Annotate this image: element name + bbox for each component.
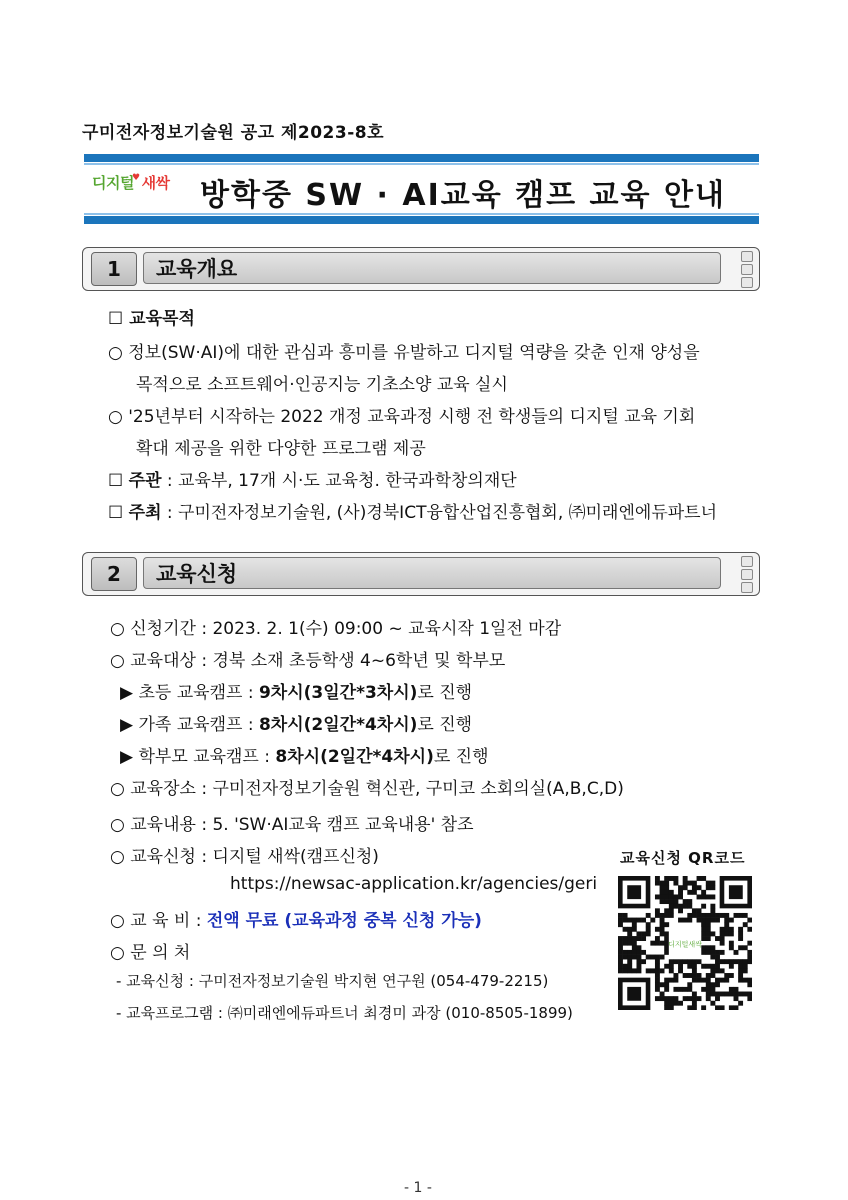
section-1-scroll-icon [741,251,753,290]
contact-heading: ○ 문 의 처 [110,943,191,963]
qr-label: 교육신청 QR코드 [620,849,746,867]
content: ○ 교육내용 : 5. 'SW·AI교육 캠프 교육내용' 참조 [110,815,474,835]
apply-period: ○ 신청기간 : 2023. 2. 1(수) 09:00 ~ 교육시작 1일전 마감 [110,619,562,639]
purpose-item-1: ○ 정보(SW·AI)에 대한 관심과 흥미를 유발하고 디지털 역량을 갖춘 인재 양성을 [108,343,700,363]
title-bar-top-thin [84,163,759,165]
section-2-scroll-icon [741,556,753,595]
digital-sprout-logo: 디지털♥ 새싹 [92,173,170,192]
section-2-title: 교육신청 [143,557,721,589]
organizer-line: ☐ 주최 : 구미전자정보기술원, (사)경북ICT융합산업진흥협회, ㈜미래엔에듀파트너 [108,503,718,523]
camp-parent: ▶ 학부모 교육캠프 : 8차시(2일간*4차시)로 진행 [120,747,489,767]
camp-family: ▶ 가족 교육캠프 : 8차시(2일간*4차시)로 진행 [120,715,473,735]
section-2-header [82,552,760,596]
title-bar-bottom [84,216,759,224]
purpose-item-2-cont: 확대 제공을 위한 다양한 프로그램 제공 [136,439,426,459]
fee: ○ 교 육 비 : 전액 무료 (교육과정 중복 신청 가능) [110,911,482,931]
place: ○ 교육장소 : 구미전자정보기술원 혁신관, 구미코 소회의실(A,B,C,D) [110,779,624,799]
apply-url[interactable]: https://newsac-application.kr/agencies/geri [230,874,598,894]
document-title: 방학중 SW · AI교육 캠프 교육 안내 [200,178,726,213]
purpose-item-2: ○ '25년부터 시작하는 2022 개정 교육과정 시행 전 학생들의 디지털 교육 기회 [108,407,696,427]
section-1-header [82,247,760,291]
svg-text:디지털새싹: 디지털새싹 [668,940,702,949]
qr-code-icon[interactable] [618,876,752,1010]
target: ○ 교육대상 : 경북 소재 초등학생 4~6학년 및 학부모 [110,651,506,671]
section-1-number: 1 [91,252,137,286]
host-line: ☐ 주관 : 교육부, 17개 시·도 교육청. 한국과학창의재단 [108,471,517,491]
notice-number: 구미전자정보기술원 공고 제2023-8호 [82,123,385,143]
purpose-item-1-cont: 목적으로 소프트웨어·인공지능 기초소양 교육 실시 [136,375,508,395]
contact-program: - 교육프로그램 : ㈜미래엔에듀파트너 최경미 과장 (010-8505-1899) [116,1004,573,1022]
page-number: - 1 - [404,1180,432,1196]
contact-apply: - 교육신청 : 구미전자정보기술원 박지현 연구원 (054-479-2215) [116,972,549,990]
section-1-title: 교육개요 [143,252,721,284]
apply-method: ○ 교육신청 : 디지털 새싹(캠프신청) [110,847,379,867]
purpose-heading: ☐ 교육목적 [108,309,195,329]
camp-elementary: ▶ 초등 교육캠프 : 9차시(3일간*3차시)로 진행 [120,683,473,703]
title-bar-top [84,154,759,162]
title-bar-bottom-thin [84,213,759,215]
section-2-number: 2 [91,557,137,591]
